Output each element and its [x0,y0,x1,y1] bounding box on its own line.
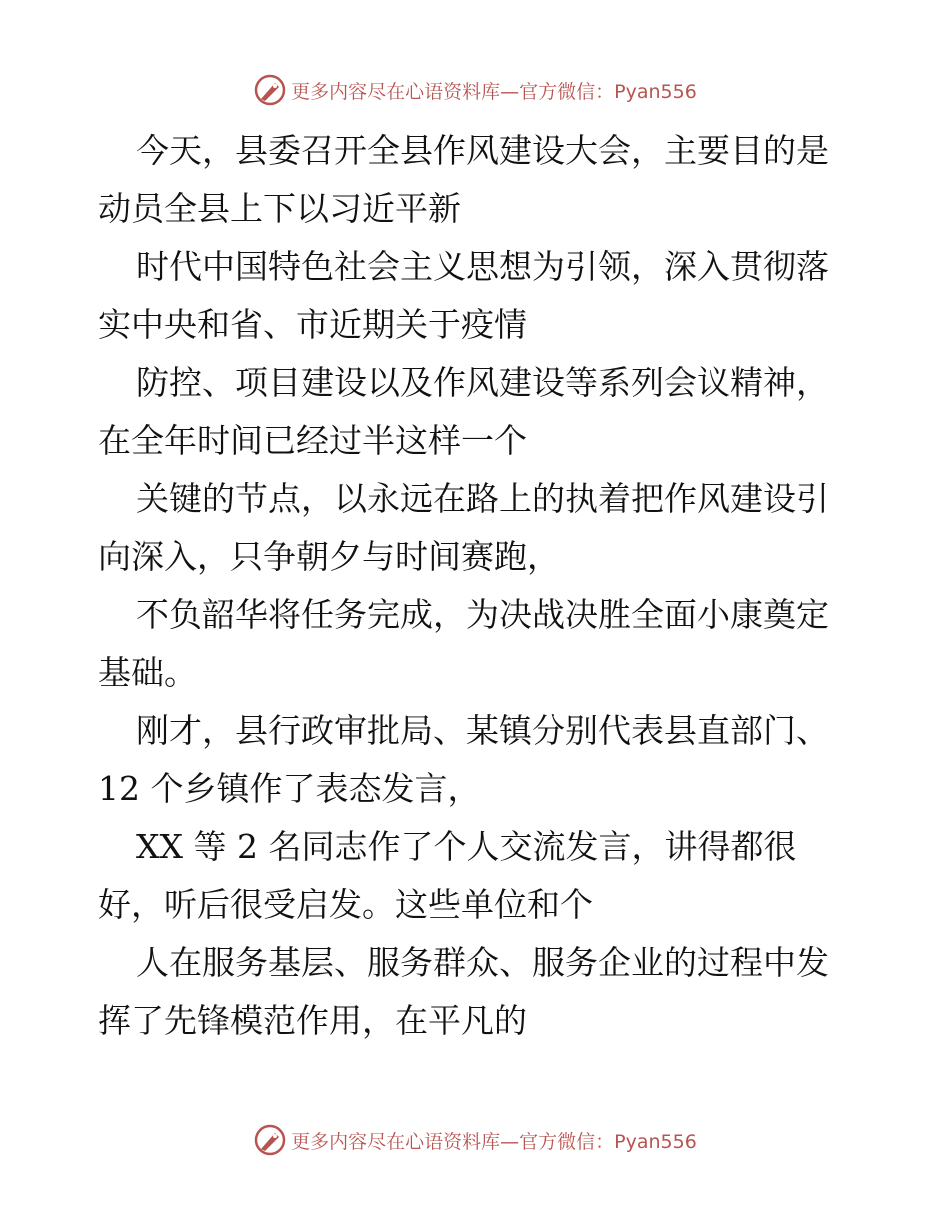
paragraph-line: 今天，县委召开全县作风建设大会，主要目的是 [136,131,829,170]
paragraph-line: 基础。 [98,653,197,692]
paragraph-line: 12 个乡镇作了表态发言， [98,769,481,808]
paragraph-line: 时代中国特色社会主义思想为引领，深入贯彻落 [136,247,829,286]
header-watermark-banner [0,70,950,110]
footer-watermark-banner [0,1120,950,1160]
paragraph [98,702,878,818]
watermark-text: 更多内容尽在心语资料库—官方微信：Pyan556 [291,80,697,103]
paragraph-line: 关键的节点，以永远在路上的执着把作风建设引 [136,479,829,518]
paragraph-line: 刚才，县行政审批局、某镇分别代表县直部门、 [136,711,829,750]
pen-nib-circle-icon [253,1123,287,1157]
paragraph-line: 防控、项目建设以及作风建设等系列会议精神， [136,363,829,402]
document-body [98,122,878,1050]
paragraph-line: 不负韶华将任务完成，为决战决胜全面小康奠定 [136,595,829,634]
watermark-text: 更多内容尽在心语资料库—官方微信：Pyan556 [291,1130,697,1153]
paragraph-line: 动员全县上下以习近平新 [98,189,461,228]
paragraph-line: 实中央和省、市近期关于疫情 [98,305,527,344]
paragraph-line: XX 等 2 名同志作了个人交流发言，讲得都很 [136,827,797,866]
paragraph [98,354,878,470]
paragraph [98,586,878,702]
paragraph-line: 人在服务基层、服务群众、服务企业的过程中发 [136,943,829,982]
paragraph-line: 挥了先锋模范作用，在平凡的 [98,1001,527,1040]
paragraph [98,122,878,238]
paragraph [98,818,878,934]
paragraph-line: 好，听后很受启发。这些单位和个 [98,885,593,924]
paragraph [98,238,878,354]
paragraph-line: 在全年时间已经过半这样一个 [98,421,527,460]
paragraph [98,934,878,1050]
paragraph-line: 向深入，只争朝夕与时间赛跑， [98,537,560,576]
pen-nib-circle-icon [253,73,287,107]
paragraph [98,470,878,586]
